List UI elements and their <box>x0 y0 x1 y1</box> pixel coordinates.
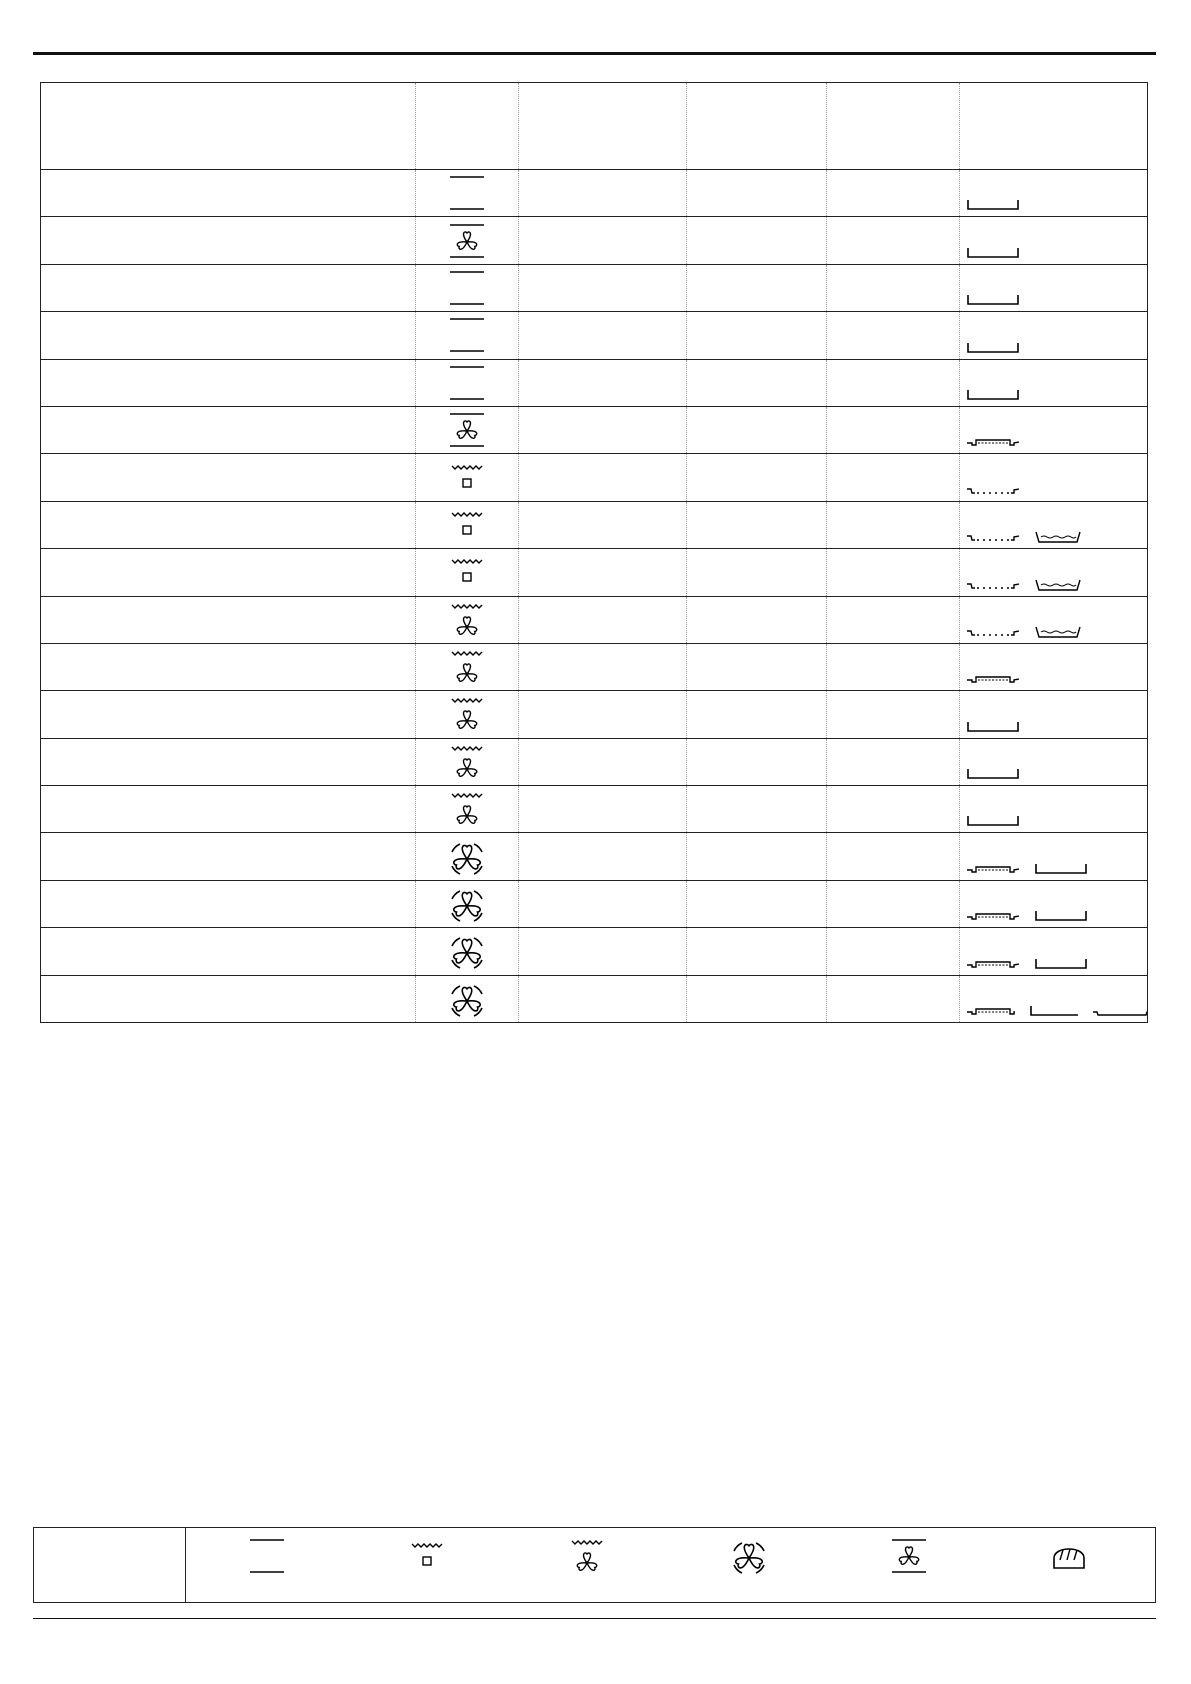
fan-ring-icon <box>726 1536 772 1580</box>
accessory-cell <box>959 738 1147 785</box>
conventional-icon <box>444 173 490 213</box>
value-cell <box>826 501 959 548</box>
grill-icon <box>444 552 490 592</box>
accessory-cell <box>959 833 1147 880</box>
baking-tray-icon <box>966 198 1020 212</box>
row-label <box>41 312 416 359</box>
function-cell <box>416 501 518 548</box>
function-cell <box>416 975 518 1022</box>
value-cell <box>518 928 686 975</box>
value-cell <box>686 501 826 548</box>
table-row <box>41 738 1148 785</box>
baking-tray-icon <box>966 767 1020 781</box>
value-cell <box>826 217 959 264</box>
value-cell <box>826 880 959 927</box>
value-cell <box>826 786 959 833</box>
value-cell <box>518 549 686 596</box>
row-label <box>41 738 416 785</box>
wire-shelf-icon <box>966 862 1020 876</box>
table-row <box>41 786 1148 833</box>
grill-rack-icon <box>966 578 1020 592</box>
value-cell <box>518 217 686 264</box>
fan-grill-icon <box>444 647 490 687</box>
function-cell <box>416 596 518 643</box>
row-label <box>41 975 416 1022</box>
conventional-icon <box>444 363 490 403</box>
table-row <box>41 833 1148 880</box>
accessory-cell <box>959 928 1147 975</box>
baking-tray-icon <box>1034 957 1088 971</box>
table-row <box>41 312 1148 359</box>
cooking-table <box>40 82 1148 1023</box>
grill-rack-icon <box>966 483 1020 497</box>
table-row <box>41 454 1148 501</box>
value-cell <box>686 264 826 311</box>
value-cell <box>518 454 686 501</box>
baking-tray-icon <box>966 246 1020 260</box>
function-cell <box>416 691 518 738</box>
table-row <box>41 264 1148 311</box>
table-row <box>41 406 1148 453</box>
value-cell <box>686 312 826 359</box>
accessory-cell <box>959 312 1147 359</box>
function-cell <box>416 264 518 311</box>
table-row <box>41 501 1148 548</box>
fan-ring-icon <box>444 837 490 877</box>
function-cell <box>416 312 518 359</box>
row-label <box>41 880 416 927</box>
fan-assisted-icon <box>444 410 490 450</box>
accessory-cell <box>959 501 1147 548</box>
table-header-row <box>41 83 1148 170</box>
accessory-cell <box>959 643 1147 690</box>
value-cell <box>686 217 826 264</box>
baking-tray-icon <box>966 814 1020 828</box>
row-label <box>41 170 416 217</box>
row-label <box>41 833 416 880</box>
function-cell <box>416 406 518 453</box>
value-cell <box>826 312 959 359</box>
fan-grill-icon <box>564 1536 610 1580</box>
accessory-cell <box>959 359 1147 406</box>
baking-tray-icon <box>1034 909 1088 923</box>
column-header <box>416 83 518 170</box>
value-cell <box>518 643 686 690</box>
function-cell <box>416 643 518 690</box>
value-cell <box>518 975 686 1022</box>
value-cell <box>518 691 686 738</box>
baking-tray-icon <box>966 720 1020 734</box>
table-row <box>41 691 1148 738</box>
function-cell <box>416 738 518 785</box>
value-cell <box>686 738 826 785</box>
accessory-cell <box>959 786 1147 833</box>
function-cell <box>416 549 518 596</box>
footer-rule <box>33 1618 1156 1619</box>
grill-icon <box>444 505 490 545</box>
row-label <box>41 501 416 548</box>
table-row <box>41 170 1148 217</box>
baking-tray-icon <box>1034 862 1088 876</box>
bread-icon <box>1046 1536 1092 1580</box>
accessory-cell <box>959 596 1147 643</box>
accessory-cell <box>959 975 1147 1022</box>
accessory-cell <box>959 264 1147 311</box>
shallow-pan-icon <box>1092 1004 1147 1018</box>
row-label <box>41 643 416 690</box>
value-cell <box>686 928 826 975</box>
accessory-cell <box>959 217 1147 264</box>
fan-assisted-icon <box>444 221 490 261</box>
accessory-cell <box>959 880 1147 927</box>
row-label <box>41 406 416 453</box>
grill-rack-icon <box>966 530 1020 544</box>
value-cell <box>826 406 959 453</box>
value-cell <box>518 738 686 785</box>
table-row <box>41 643 1148 690</box>
row-label <box>41 596 416 643</box>
accessory-cell <box>959 549 1147 596</box>
conventional-icon <box>244 1536 290 1580</box>
wire-shelf-icon <box>966 909 1020 923</box>
function-cell <box>416 833 518 880</box>
value-cell <box>518 406 686 453</box>
value-cell <box>518 170 686 217</box>
grill-icon <box>404 1536 450 1580</box>
table-row <box>41 928 1148 975</box>
fan-assisted-icon <box>886 1536 932 1580</box>
wire-shelf-icon <box>966 957 1020 971</box>
value-cell <box>686 359 826 406</box>
value-cell <box>518 264 686 311</box>
table-row <box>41 217 1148 264</box>
row-label <box>41 217 416 264</box>
function-cell <box>416 217 518 264</box>
row-label <box>41 928 416 975</box>
icon-legend <box>33 1527 1156 1603</box>
value-cell <box>686 975 826 1022</box>
value-cell <box>826 738 959 785</box>
function-cell <box>416 170 518 217</box>
value-cell <box>686 833 826 880</box>
function-cell <box>416 359 518 406</box>
conventional-icon <box>444 268 490 308</box>
fan-grill-icon <box>444 789 490 829</box>
value-cell <box>518 501 686 548</box>
column-header <box>518 83 686 170</box>
value-cell <box>826 359 959 406</box>
value-cell <box>518 359 686 406</box>
value-cell <box>686 454 826 501</box>
value-cell <box>686 691 826 738</box>
value-cell <box>686 786 826 833</box>
baking-tray-icon <box>966 293 1020 307</box>
value-cell <box>686 643 826 690</box>
value-cell <box>686 596 826 643</box>
row-label <box>41 454 416 501</box>
row-label <box>41 359 416 406</box>
fan-grill-icon <box>444 742 490 782</box>
drip-pan-icon <box>1034 530 1082 544</box>
value-cell <box>518 786 686 833</box>
drip-pan-icon <box>1034 625 1082 639</box>
wire-shelf-icon <box>966 1004 1015 1018</box>
function-cell <box>416 880 518 927</box>
value-cell <box>826 691 959 738</box>
value-cell <box>826 264 959 311</box>
table-row <box>41 596 1148 643</box>
column-header <box>959 83 1147 170</box>
conventional-icon <box>444 315 490 355</box>
fan-ring-icon <box>444 979 490 1019</box>
table-row <box>41 549 1148 596</box>
grill-rack-icon <box>966 625 1020 639</box>
function-cell <box>416 454 518 501</box>
function-cell <box>416 786 518 833</box>
baking-tray-icon <box>966 388 1020 402</box>
baking-tray-icon <box>1029 1004 1078 1018</box>
row-label <box>41 786 416 833</box>
column-header <box>826 83 959 170</box>
fan-ring-icon <box>444 884 490 924</box>
header-rule <box>33 52 1156 55</box>
value-cell <box>826 454 959 501</box>
fan-grill-icon <box>444 694 490 734</box>
value-cell <box>826 170 959 217</box>
value-cell <box>826 549 959 596</box>
row-label <box>41 264 416 311</box>
value-cell <box>826 975 959 1022</box>
value-cell <box>686 880 826 927</box>
value-cell <box>686 549 826 596</box>
fan-grill-icon <box>444 600 490 640</box>
value-cell <box>518 312 686 359</box>
column-header <box>686 83 826 170</box>
column-header <box>41 83 416 170</box>
value-cell <box>518 880 686 927</box>
accessory-cell <box>959 454 1147 501</box>
legend-label <box>34 1528 186 1602</box>
value-cell <box>826 833 959 880</box>
accessory-cell <box>959 691 1147 738</box>
accessory-cell <box>959 170 1147 217</box>
row-label <box>41 691 416 738</box>
fan-ring-icon <box>444 931 490 971</box>
value-cell <box>686 170 826 217</box>
value-cell <box>518 833 686 880</box>
value-cell <box>826 928 959 975</box>
value-cell <box>518 596 686 643</box>
wire-shelf-icon <box>966 672 1020 686</box>
drip-pan-icon <box>1034 578 1082 592</box>
table-row <box>41 975 1148 1022</box>
function-cell <box>416 928 518 975</box>
value-cell <box>686 406 826 453</box>
value-cell <box>826 596 959 643</box>
baking-tray-icon <box>966 341 1020 355</box>
table-row <box>41 880 1148 927</box>
wire-shelf-icon <box>966 435 1020 449</box>
value-cell <box>826 643 959 690</box>
row-label <box>41 549 416 596</box>
accessory-cell <box>959 406 1147 453</box>
grill-icon <box>444 458 490 498</box>
table-row <box>41 359 1148 406</box>
